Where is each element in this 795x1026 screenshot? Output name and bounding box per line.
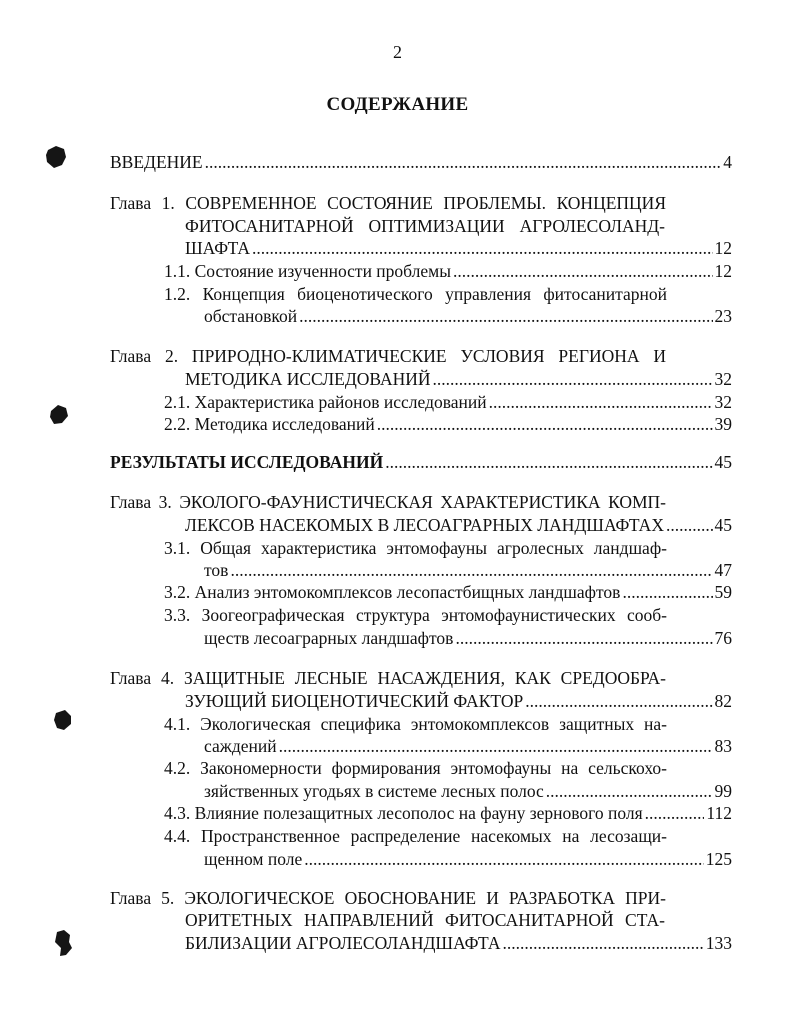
toc-section-1-2-line-1: 1.2. Концепция биоценотического управления фитосанитарной (164, 284, 667, 304)
toc-label: щенном поле (204, 849, 303, 869)
toc-label: зяйственных угодьях в системе лесных полос (204, 781, 544, 801)
toc-chapter-4-line-2 (185, 689, 732, 713)
toc-chapter-3-line-1: Глава 3. ЭКОЛОГО-ФАУНИСТИЧЕСКАЯ ХАРАКТЕРИСТИКА КОМП- (110, 492, 666, 512)
leader-dots (622, 580, 712, 604)
toc-page: 32 (714, 392, 732, 412)
toc-label: 3.2. Анализ энтомокомплексов лесопастбищных ландшафтов (164, 582, 621, 602)
toc-section-3-3-line-2 (204, 626, 732, 650)
toc-label: МЕТОДИКА ИССЛЕДОВАНИЙ (185, 369, 431, 389)
toc-page: 39 (714, 414, 732, 434)
page-number: 2 (393, 42, 402, 62)
leader-dots (525, 689, 712, 713)
toc-section-4-2-line-1: 4.2. Закономерности формирования энтомофауны на сельскохо- (164, 758, 667, 778)
toc-page: 125 (705, 849, 732, 869)
toc-page: 45 (714, 452, 732, 472)
toc-section-3-1-line-2 (204, 558, 732, 582)
toc-section-3-1-line-1: 3.1. Общая характеристика энтомофауны агролесных ландшаф- (164, 538, 667, 558)
toc-chapter-3-line-2 (185, 513, 732, 537)
leader-dots (385, 450, 712, 474)
toc-section-2-1 (164, 390, 732, 414)
toc-label: 2.1. Характеристика районов исследований (164, 392, 487, 412)
toc-chapter-5-line-2: ОРИТЕТНЫХ НАПРАВЛЕНИЙ ФИТОСАНИТАРНОЙ СТА- (185, 910, 665, 930)
leader-dots (299, 304, 712, 328)
toc-page: 112 (706, 803, 732, 823)
toc-entry-intro (110, 150, 732, 174)
toc-label: ществ лесоаграрных ландшафтов (204, 628, 454, 648)
toc-label: ЛЕКСОВ НАСЕКОМЫХ В ЛЕСОАГРАРНЫХ ЛАНДШАФТАХ (185, 515, 664, 535)
toc-chapter-5-line-1: Глава 5. ЭКОЛОГИЧЕСКОЕ ОБОСНОВАНИЕ И РАЗРАБОТКА ПРИ- (110, 888, 666, 908)
toc-label: ЗУЮЩИЙ БИОЦЕНОТИЧЕСКИЙ ФАКТОР (185, 691, 524, 711)
leader-dots (205, 150, 722, 174)
toc-page: 83 (714, 736, 732, 756)
leader-dots (546, 779, 713, 803)
toc-chapter-5-line-3 (185, 931, 732, 955)
toc-page: 23 (714, 306, 732, 326)
toc-section-1-2-line-2 (204, 304, 732, 328)
toc-section-3-2 (164, 580, 732, 604)
toc-label: 4.3. Влияние полезащитных лесополос на фауну зернового поля (164, 803, 643, 823)
leader-dots (433, 367, 713, 391)
toc-label: обстановкой (204, 306, 298, 326)
toc-label: РЕЗУЛЬТАТЫ ИССЛЕДОВАНИЙ (110, 452, 384, 472)
leader-dots (304, 847, 704, 871)
toc-page: 12 (714, 261, 732, 281)
toc-section-4-4-line-2 (204, 847, 732, 871)
leader-dots (645, 801, 705, 825)
toc-page: 133 (705, 933, 732, 953)
leader-dots (252, 236, 712, 260)
toc-section-3-3-line-1: 3.3. Зоогеографическая структура энтомофаунистических сооб- (164, 605, 667, 625)
toc-section-4-3 (164, 801, 732, 825)
toc-label: 2.2. Методика исследований (164, 414, 375, 434)
toc-section-4-1-line-1: 4.1. Экологическая специфика энтомокомплексов защитных на- (164, 714, 667, 734)
toc-label: 1.1. Состояние изученности проблемы (164, 261, 451, 281)
toc-page: 59 (714, 582, 732, 602)
toc-section-2-2 (164, 412, 732, 436)
toc-label: ШАФТА (185, 238, 251, 258)
toc-chapter-1-line-2: ФИТОСАНИТАРНОЙ ОПТИМИЗАЦИИ АГРОЛЕСОЛАНД- (185, 216, 665, 236)
toc-chapter-2-line-1: Глава 2. ПРИРОДНО-КЛИМАТИЧЕСКИЕ УСЛОВИЯ РЕГИОНА И (110, 346, 666, 366)
page-title: СОДЕРЖАНИЕ (326, 94, 469, 115)
toc-page: 47 (714, 560, 732, 580)
toc-chapter-1-line-1: Глава 1. СОВРЕМЕННОЕ СОСТОЯНИЕ ПРОБЛЕМЫ. КОНЦЕПЦИЯ (110, 193, 666, 213)
leader-dots (377, 412, 713, 436)
toc-label: тов (204, 560, 229, 580)
toc-label: ВВЕДЕНИЕ (110, 152, 203, 172)
toc-page: 99 (714, 781, 732, 801)
toc-chapter-4-line-1: Глава 4. ЗАЩИТНЫЕ ЛЕСНЫЕ НАСАЖДЕНИЯ, КАК СРЕДООБРА- (110, 668, 666, 688)
toc-chapter-1-line-3 (185, 236, 732, 260)
leader-dots (230, 558, 712, 582)
leader-dots (455, 626, 712, 650)
toc-chapter-2-line-2 (185, 367, 732, 391)
toc-label: саждений (204, 736, 277, 756)
leader-dots (666, 513, 713, 537)
toc-page: 76 (714, 628, 732, 648)
toc-section-4-1-line-2 (204, 734, 732, 758)
toc-section-4-2-line-2 (204, 779, 732, 803)
toc-label: БИЛИЗАЦИИ АГРОЛЕСОЛАНДШАФТА (185, 933, 501, 953)
leader-dots (489, 390, 713, 414)
toc-page: 32 (714, 369, 732, 389)
toc-section-1-1 (164, 259, 732, 283)
toc-page: 4 (723, 152, 732, 172)
toc-page: 82 (714, 691, 732, 711)
toc-section-4-4-line-1: 4.4. Пространственное распределение насекомых на лесозащи- (164, 826, 667, 846)
leader-dots (453, 259, 713, 283)
toc-page: 12 (714, 238, 732, 258)
toc-entry-results (110, 450, 732, 474)
leader-dots (502, 931, 703, 955)
leader-dots (279, 734, 713, 758)
toc-page: 45 (714, 515, 732, 535)
